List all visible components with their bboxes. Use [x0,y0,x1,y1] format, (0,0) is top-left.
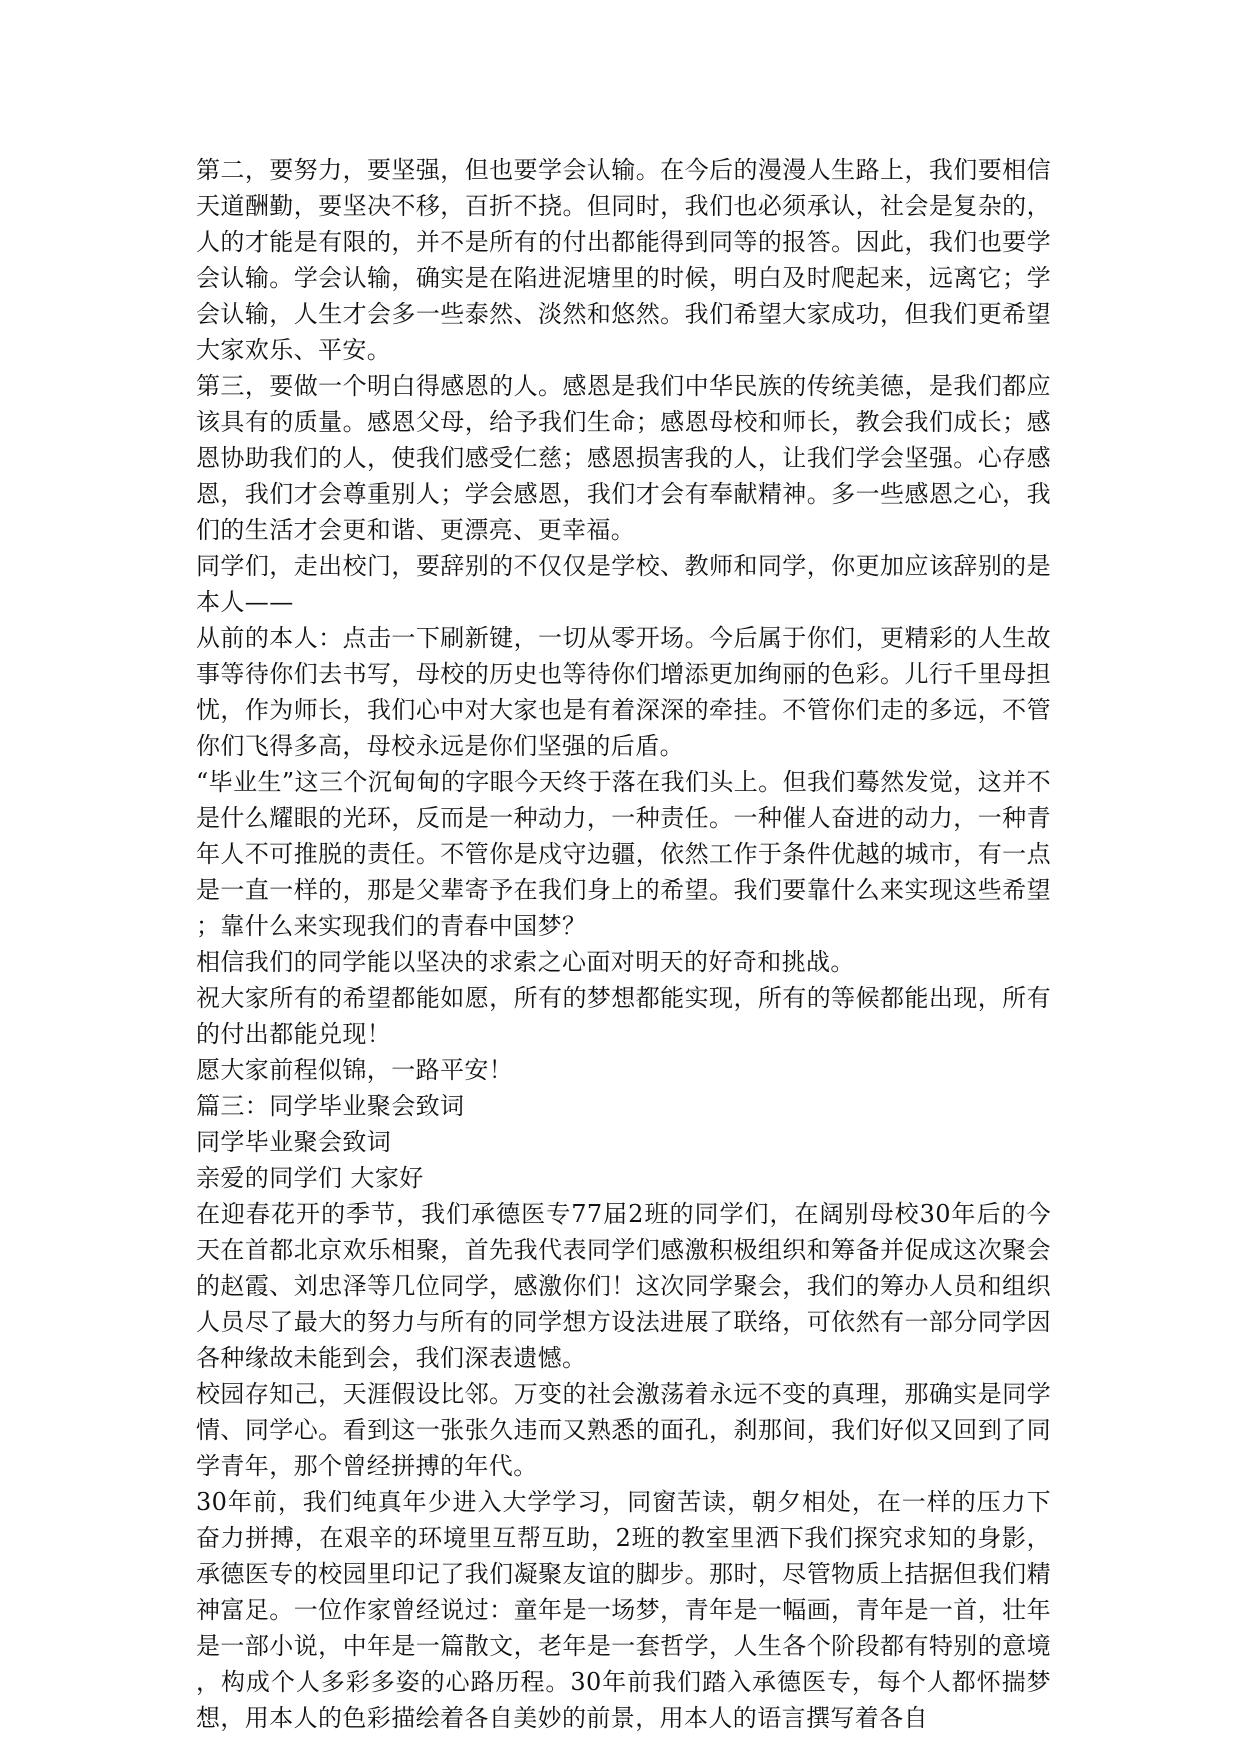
paragraph-8: 愿大家前程似锦，一路平安！ [196,1056,514,1084]
paragraph-5: “毕业生”这三个沉甸甸的字眼今天终于落在我们头上。但我们蓦然发觉，这并不是什么耀眼的光环，反而是一种动力，一种责任。一种催人奋进的动力，一种青年人不可推脱的责任。不管你是戍守边疆，依然工作于条件优越的城市，有一点是一直一样的，那是父辈寄予在我们身上的希望。我们要靠什么来实现这些希望；靠什么来实现我们的青春中国梦？ [196,768,1051,940]
document-body [196,152,1051,1736]
paragraph-14: 30年前，我们纯真年少进入大学学习，同窗苦读，朝夕相处，在一样的压力下奋力拼搏，在艰辛的环境里互帮互助，2班的教室里洒下我们探究求知的身影，承德医专的校园里印记了我们凝聚友谊的脚步。那时，尽管物质上拮据但我们精神富足。一位作家曾经说过：童年是一场梦，青年是一幅画，青年是一首，壮年是一部小说，中年是一篇散文，老年是一套哲学，人生各个阶段都有特别的意境，构成个人多彩多姿的心路历程。30年前我们踏入承德医专，每个人都怀揣梦想，用本人的色彩描绘着各自美妙的前景，用本人的语言撰写着各自 [196,1488,1051,1732]
paragraph-4: 从前的本人：点击一下刷新键，一切从零开场。今后属于你们，更精彩的人生故事等待你们去书写，母校的历史也等待你们增添更加绚丽的色彩。儿行千里母担忧，作为师长，我们心中对大家也是有着深深的牵挂。不管你们走的多远，不管你们飞得多高，母校永远是你们坚强的后盾。 [196,624,1051,760]
greeting: 亲爱的同学们 大家好 [196,1164,424,1192]
paragraph-3: 同学们，走出校门，要辞别的不仅仅是学校、教师和同学，你更加应该辞别的是本人—— [196,552,1051,616]
paragraph-6: 相信我们的同学能以坚决的求索之心面对明天的好奇和挑战。 [196,948,855,976]
paragraph-1: 第二，要努力，要坚强，但也要学会认输。在今后的漫漫人生路上，我们要相信天道酬勤，要坚决不移，百折不挠。但同时，我们也必须承认，社会是复杂的，人的才能是有限的，并不是所有的付出都能得到同等的报答。因此，我们也要学会认输。学会认输，确实是在陷进泥塘里的时候，明白及时爬起来，远离它；学会认输，人生才会多一些泰然、淡然和悠然。我们希望大家成功，但我们更希望大家欢乐、平安。 [196,156,1051,364]
paragraph-12: 在迎春花开的季节，我们承德医专77届2班的同学们，在阔别母校30年后的今天在首都北京欢乐相聚，首先我代表同学们感激积极组织和筹备并促成这次聚会的赵霞、刘忠泽等几位同学，感激你们！这次同学聚会，我们的筹办人员和组织人员尽了最大的努力与所有的同学想方设法进展了联络，可依然有一部分同学因各种缘故未能到会，我们深表遗憾。 [196,1200,1051,1372]
section-title: 同学毕业聚会致词 [196,1128,392,1156]
paragraph-7: 祝大家所有的希望都能如愿，所有的梦想都能实现，所有的等候都能出现，所有的付出都能兑现！ [196,984,1051,1048]
section-heading: 篇三：同学毕业聚会致词 [196,1092,465,1120]
paragraph-13: 校园存知己，天涯假设比邻。万变的社会激荡着永远不变的真理，那确实是同学情、同学心。看到这一张张久违而又熟悉的面孔，刹那间，我们好似又回到了同学青年，那个曾经拼搏的年代。 [196,1380,1051,1480]
paragraph-2: 第三，要做一个明白得感恩的人。感恩是我们中华民族的传统美德，是我们都应该具有的质量。感恩父母，给予我们生命；感恩母校和师长，教会我们成长；感恩协助我们的人，使我们感受仁慈；感恩损害我的人，让我们学会坚强。心存感恩，我们才会尊重别人；学会感恩，我们才会有奉献精神。多一些感恩之心，我们的生活才会更和谐、更漂亮、更幸福。 [196,372,1051,544]
